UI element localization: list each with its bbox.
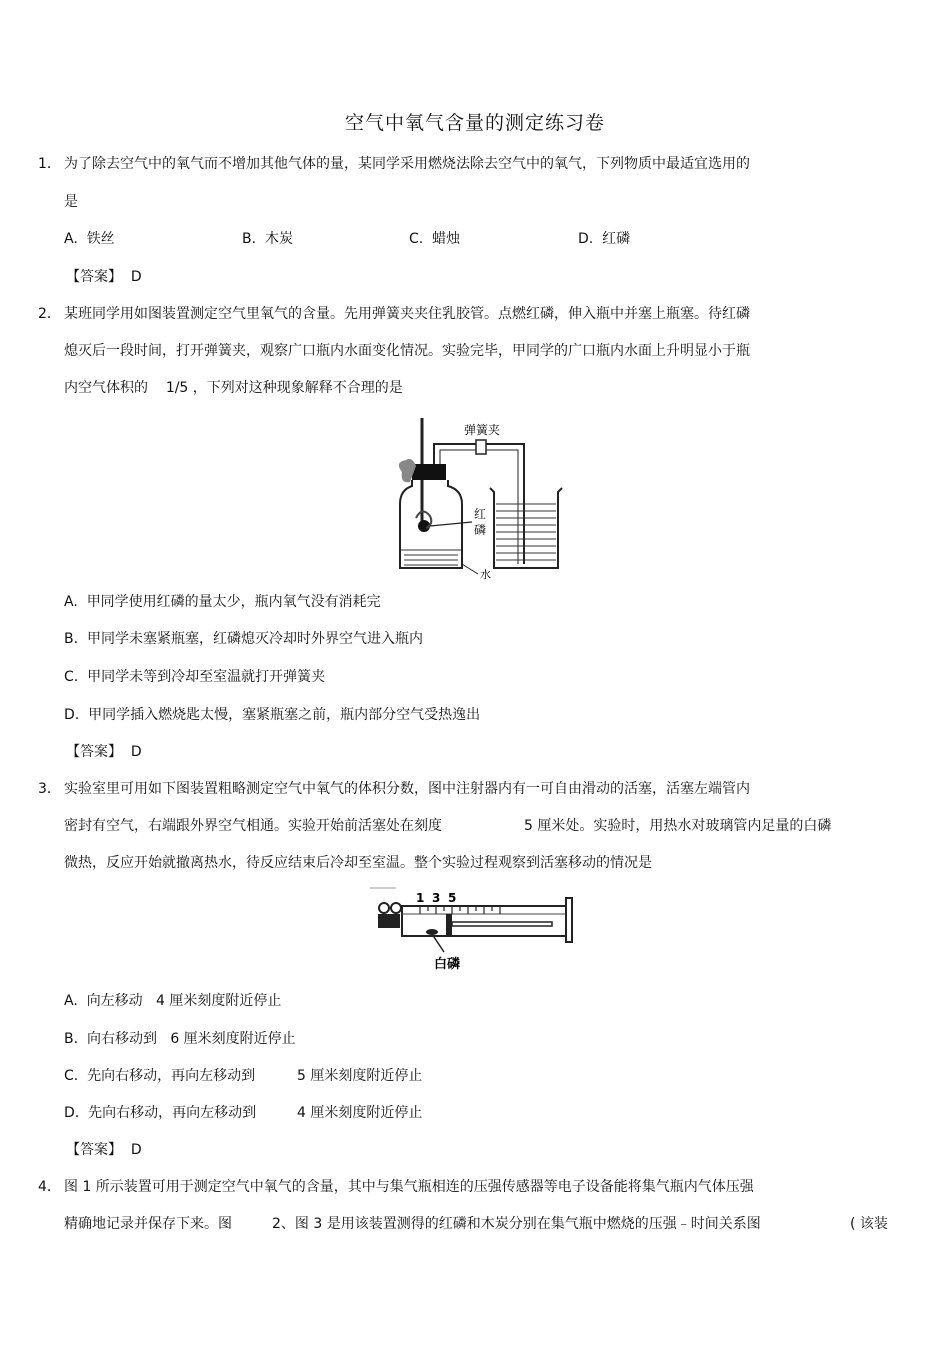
option-text: 甲同学插入燃烧匙太慢，塞紧瓶塞之前，瓶内部分空气受热逸出 bbox=[88, 707, 481, 723]
q2-text-line2: 熄灭后一段时间，打开弹簧夹，观察广口瓶内水面变化情况。实验完毕，甲同学的广口瓶内水面上升明显小于瓶 bbox=[64, 343, 750, 359]
q3-answer bbox=[66, 1140, 142, 1160]
option-value: 6 厘米刻度附近停止 bbox=[170, 1031, 296, 1047]
option-key: C. bbox=[64, 1068, 79, 1084]
option-value: 4 厘米刻度附近停止 bbox=[156, 993, 282, 1009]
barrel-flange bbox=[566, 898, 572, 942]
option-text: 甲同学未等到冷却至室温就打开弹簧夹 bbox=[87, 669, 326, 685]
q3-text-line2b: 5 厘米处。实验时，用热水对玻璃管内足量的白磷 bbox=[524, 818, 832, 834]
q1-text-line2: 是 bbox=[64, 194, 78, 210]
q3-option-d-value: 4 厘米刻度附近停止 bbox=[297, 1105, 423, 1121]
beaker bbox=[490, 488, 562, 568]
option-key: B. bbox=[64, 1031, 79, 1047]
page-title: 空气中氧气含量的测定练习卷 bbox=[344, 112, 605, 134]
option-key: A. bbox=[64, 231, 78, 247]
q2-text-line3-a: 内空气体积的 bbox=[64, 380, 148, 396]
tick-label-5: 5 bbox=[448, 891, 457, 905]
label-phosphorus: 磷 bbox=[474, 523, 487, 537]
q2-option-b bbox=[64, 629, 423, 649]
q1-option-d bbox=[578, 229, 630, 249]
option-key: B. bbox=[64, 631, 79, 647]
option-text: 木炭 bbox=[264, 231, 293, 247]
clamp-ring-1 bbox=[379, 903, 389, 913]
q4-text-line1: 图 1 所示装置可用于测定空气中氧气的含量，其中与集气瓶相连的压强传感器等电子设备能将集气瓶内气体压强 bbox=[64, 1179, 754, 1195]
option-key: C. bbox=[64, 669, 79, 685]
option-key: D. bbox=[64, 1105, 80, 1121]
q2-fraction: 1/5 bbox=[165, 380, 189, 396]
q3-text-line3: 微热，反应开始就撤离热水，待反应结束后冷却至室温。整个实验过程观察到活塞移动的情况是 bbox=[64, 855, 652, 871]
q3-option-c bbox=[64, 1066, 255, 1086]
answer-label: 【答案】 bbox=[66, 744, 122, 760]
option-key: A. bbox=[64, 993, 78, 1009]
option-key: D. bbox=[578, 231, 594, 247]
q4-text-line2c: ( 该装 bbox=[850, 1216, 888, 1232]
q2-text-line1: 某班同学用如图装置测定空气里氧气的含量。先用弹簧夹夹住乳胶管。点燃红磷，伸入瓶中并塞上瓶塞。待红磷 bbox=[64, 306, 750, 322]
answer-label: 【答案】 bbox=[66, 269, 122, 285]
option-text: 铁丝 bbox=[86, 231, 115, 247]
water-pointer bbox=[462, 564, 478, 574]
answer-label: 【答案】 bbox=[66, 1142, 122, 1158]
q2-number: 2． bbox=[38, 306, 61, 322]
tick-label-3: 3 bbox=[432, 891, 441, 905]
option-text: 红磷 bbox=[602, 231, 631, 247]
q2-option-c bbox=[64, 667, 325, 687]
option-key: C. bbox=[409, 231, 424, 247]
q2-apparatus-figure bbox=[392, 414, 570, 582]
tick-label-1: 1 bbox=[416, 891, 425, 905]
q1-option-c bbox=[409, 229, 460, 249]
label-white-phosphorus: 白磷 bbox=[434, 957, 461, 972]
option-text: 甲同学使用红磷的量太少，瓶内氧气没有消耗完 bbox=[86, 594, 381, 610]
q1-option-b bbox=[242, 229, 293, 249]
q4-number: 4． bbox=[38, 1179, 61, 1195]
bottle-water bbox=[401, 548, 461, 567]
q3-text-line2a: 密封有空气，右端跟外界空气相通。实验开始前活塞处在刻度 bbox=[64, 818, 442, 834]
q1-text-line1: 为了除去空气中的氧气而不增加其他气体的量，某同学采用燃烧法除去空气中的氧气，下列物质中最适宜选用的 bbox=[64, 156, 750, 172]
option-key: B. bbox=[242, 231, 257, 247]
option-key: D. bbox=[64, 707, 80, 723]
answer-value: D bbox=[130, 269, 142, 285]
label-water: 水 bbox=[480, 568, 491, 581]
q2-answer bbox=[66, 742, 142, 762]
clamp-ring-2 bbox=[391, 903, 401, 913]
q3-number: 3． bbox=[38, 781, 61, 797]
q3-option-d bbox=[64, 1103, 256, 1123]
piston bbox=[446, 914, 452, 936]
option-key: A. bbox=[64, 594, 78, 610]
q2-option-d bbox=[64, 705, 480, 725]
option-text: 向左移动 bbox=[86, 993, 143, 1009]
option-text: 先向右移动，再向左移动到 bbox=[87, 1068, 256, 1084]
q3-text-line1: 实验室里可用如下图装置粗略测定空气中氧气的体积分数，图中注射器内有一可自由滑动的活塞，活塞左端管内 bbox=[64, 781, 750, 797]
answer-value: D bbox=[130, 744, 142, 760]
label-spring-clip: 弹簧夹 bbox=[464, 423, 501, 437]
q4-text-line2a: 精确地记录并保存下来。图 bbox=[64, 1216, 232, 1232]
label-red: 红 bbox=[474, 507, 487, 521]
q4-text-line2b: 2、图 3 是用该装置测得的红磷和木炭分别在集气瓶中燃烧的压强﹣时间关系图 bbox=[272, 1216, 761, 1232]
q3-option-b bbox=[64, 1029, 296, 1049]
option-text: 甲同学未塞紧瓶塞，红磷熄灭冷却时外界空气进入瓶内 bbox=[86, 631, 423, 647]
q3-option-c-value: 5 厘米刻度附近停止 bbox=[297, 1068, 423, 1084]
option-text: 向右移动到 bbox=[86, 1031, 157, 1047]
beaker-water-lines bbox=[496, 504, 556, 560]
q3-syringe-figure bbox=[370, 884, 582, 974]
q3-option-a bbox=[64, 991, 281, 1011]
bottle-stopper bbox=[412, 464, 446, 480]
label-pointer bbox=[430, 522, 472, 526]
q2-text-line3 bbox=[64, 378, 403, 398]
answer-value: D bbox=[130, 1142, 142, 1158]
clamp-body bbox=[378, 914, 400, 928]
option-text: 蜡烛 bbox=[432, 231, 461, 247]
spring-clip bbox=[476, 440, 486, 454]
q1-answer bbox=[66, 267, 142, 287]
q1-number: 1． bbox=[38, 156, 61, 172]
option-text: 先向右移动，再向左移动到 bbox=[88, 1105, 257, 1121]
q1-option-a bbox=[64, 229, 115, 249]
q2-text-line3-c: ，下列对这种现象解释不合理的是 bbox=[192, 380, 403, 396]
q2-option-a bbox=[64, 592, 381, 612]
